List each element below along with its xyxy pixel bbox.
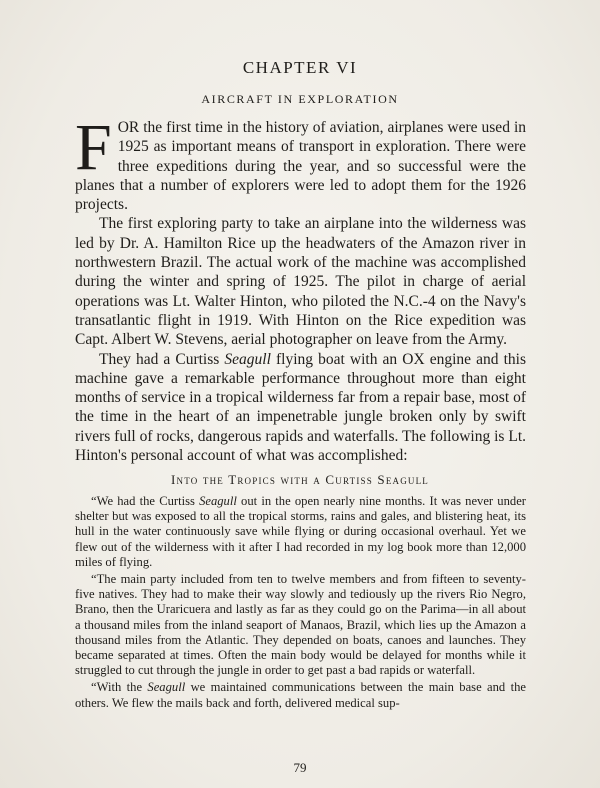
intro-paragraph-3-end: flying boat with an OX engine and this machine gave a remarkable performance throughout more than eight months of service in a tropical wilderness far from a repair base, most of the time in the heart of an impenetrable jungle broken only by swift rivers full of rocks, dangerous rapids and waterfalls. The following is Lt. Hinton's personal account of what was accomplished: <box>75 350 526 465</box>
intro-paragraph-3-start: They had a Curtiss <box>99 350 225 368</box>
intro-body <box>75 111 526 465</box>
quote-paragraph-3-start: “With the <box>91 680 148 695</box>
seagull-italic: Seagull <box>224 350 271 368</box>
seagull-italic: Seagull <box>199 494 237 508</box>
seagull-italic: Seagull <box>147 680 186 695</box>
chapter-title: CHAPTER VI <box>242 58 358 77</box>
quote-paragraph-2: “The main party included from ten to twelve members and from fifteen to seventy-five natives. They had to make their way slowly and tediously up the rivers Rio Negro, Brano, then the Uraricuera and lastly as far as they could go on the Parima—in all about a thousand miles from the inland seaport of Manaos, Brazil, which lies up the Amazon a thousand miles from the Atlantic. They depended on boats, canoes and launches. They became separated at times. Often the main body would be delayed for months while it struggled to cut through the jungle in order to get past a bad rapids or waterfall. <box>75 572 526 678</box>
section-heading: Into the Tropics with a Curtiss Seagull <box>170 472 430 487</box>
chapter-subtitle: AIRCRAFT IN EXPLORATION <box>201 92 399 106</box>
quoted-account <box>75 494 526 711</box>
intro-paragraph-2: The first exploring party to take an airplane into the wilderness was led by Dr. A. Hamilton Rice up the headwaters of the Amazon river in northwestern Brazil. The actual work of the machine was accomplished during the winter and spring of 1925. The pilot in charge of aerial operations was Lt. Walter Hinton, who piloted the N.C.-4 on the Navy's transatlantic flight in 1919. With Hinton on the Rice expedition was Capt. Albert W. Stevens, aerial photographer on leave from the Army. <box>75 215 526 349</box>
page-number: 79 <box>293 760 307 775</box>
quote-paragraph-3-end: we maintained communications between the main base and the others. We flew the mails back and forth, delivered medical sup- <box>75 680 526 710</box>
quote-paragraph-1-end: out in the open nearly nine months. It was never under shelter but was exposed to all the tropical storms, rains and gales, and blistering heat, its hull in the water continuously save while flying or during occasional overhaul. Yet we flew out of the wilderness with it after I had recorded in my log book more than 12,000 miles of flying. <box>75 494 526 569</box>
quote-paragraph-1 <box>75 494 526 570</box>
intro-paragraph-1 <box>75 111 526 214</box>
quote-paragraph-3 <box>75 680 526 710</box>
quote-paragraph-1-start: “We had the Curtiss <box>91 494 200 508</box>
intro-paragraph-3 <box>75 350 526 466</box>
intro-paragraph-1-text: OR the first time in the history of aviation, airplanes were used in 1925 as important means of transport in exploration. There were three expeditions during the year, and so successful were the planes that a number of explorers were led to adopt them for the 1926 projects. <box>75 119 526 214</box>
drop-cap: F <box>75 111 112 184</box>
